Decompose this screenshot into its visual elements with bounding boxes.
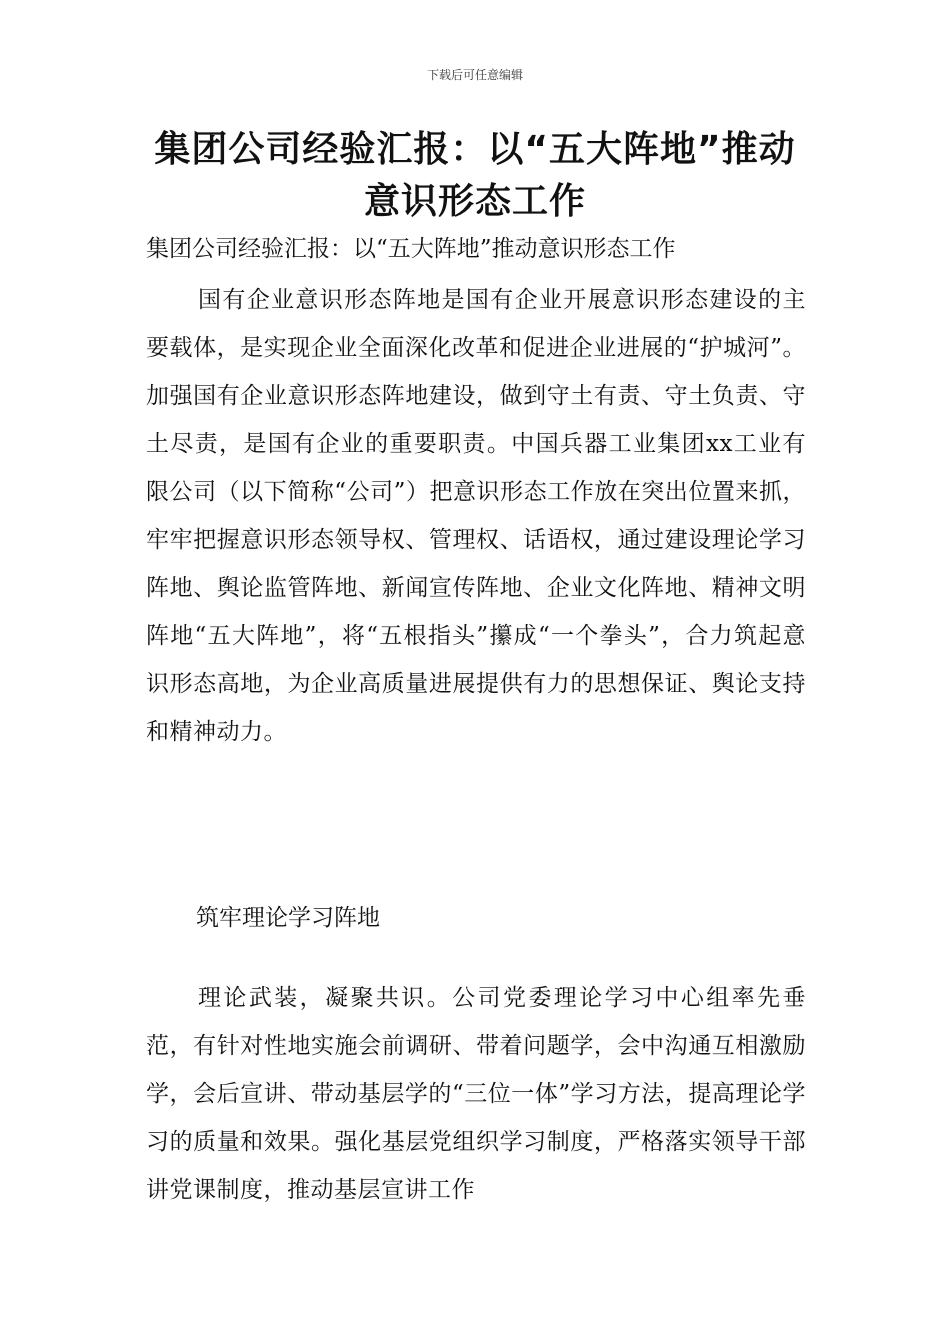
document-title: 集团公司经验汇报：以“五大阵地”推动意识形态工作 [154, 129, 796, 222]
document-subtitle: 集团公司经验汇报：以“五大阵地”推动意识形态工作 [146, 236, 676, 262]
header-note: 下载后可任意编辑 [426, 68, 523, 82]
section-paragraph: 理论武装，凝聚共识。公司党委理论学习中心组率先垂范，有针对性地实施会前调研、带着问题学，会中沟通互相激励学，会后宣讲、带动基层学的“三位一体”学习方法，提高理论学习的质量和效果。强化基层党组织学习制度，严格落实领导干部讲党课制度，推动基层宣讲工作 [146, 985, 806, 1203]
section-heading: 筑牢理论学习阵地 [196, 905, 380, 931]
intro-paragraph: 国有企业意识形态阵地是国有企业开展意识形态建设的主要载体，是实现企业全面深化改革和促进企业进展的“护城河”。加强国有企业意识形态阵地建设，做到守土有责、守土负责、守土尽责，是国有企业的重要职责。中国兵器工业集团xx工业有限公司（以下简称“公司”）把意识形态工作放在突出位置来抓，牢牢把握意识形态领导权、管理权、话语权，通过建设理论学习阵地、舆论监管阵地、新闻宣传阵地、企业文化阵地、精神文明阵地“五大阵地”，将“五根指头”攥成“一个拳头”，合力筑起意识形态高地，为企业高质量进展提供有力的思想保证、舆论支持和精神动力。 [146, 287, 806, 745]
